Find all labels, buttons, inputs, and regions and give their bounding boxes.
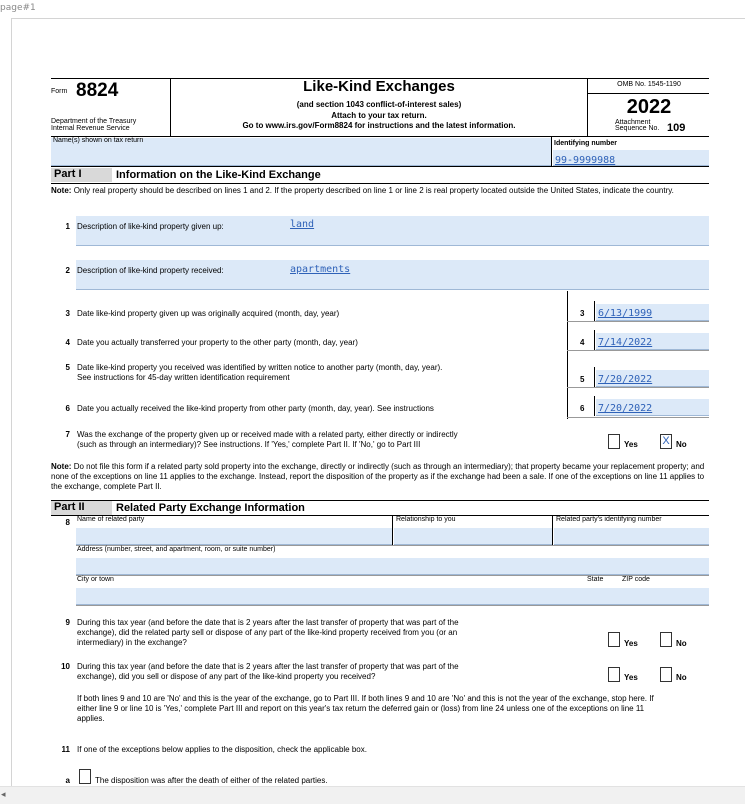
line11a-letter: a [65,776,70,785]
line3-value: 6/13/1999 [598,308,653,319]
line5-box-divider [594,367,595,387]
line5-box-number: 5 [580,375,585,384]
name-label: Name(s) shown on tax return [53,137,144,144]
line4-rule [567,350,709,351]
line2-value: apartments [290,264,351,275]
line9-label-2: exchange), did the related party sell or dispose of any part of the like-kind property received from you (or an [77,628,458,637]
horizontal-scrollbar[interactable] [0,786,745,804]
part1-note [51,186,706,196]
line8-number: 8 [65,518,70,527]
header-divider-left [170,78,171,136]
lines-3-6-divider [567,291,568,419]
line10-no-checkbox[interactable] [660,667,672,682]
relationship-field[interactable] [394,528,552,545]
tax-year: 2022 [626,96,672,118]
line9-no-label: No [676,639,687,648]
form-page [11,18,745,804]
attach-note: Attach to your tax return. [331,111,427,120]
address-label: Address (number, street, and apartment, room, or suite number) [77,546,276,553]
irs-name: Internal Revenue Service [51,125,130,132]
form-title: Like-Kind Exchanges [303,78,455,95]
line4-value: 7/14/2022 [598,337,653,348]
line6-value: 7/20/2022 [598,403,653,414]
city-label: City or town [77,576,114,583]
part1-note-2 [51,462,706,492]
line4-box-divider [594,330,595,350]
line1-label: Description of like-kind property given up: [77,222,224,231]
header-divider-right [587,78,588,136]
line10-number: 10 [61,662,70,671]
line4-number: 4 [65,338,70,347]
line5-value: 7/20/2022 [598,374,653,385]
zip-label: ZIP code [622,576,650,583]
line8-divider-2 [552,515,553,546]
omb-rule [587,93,709,94]
id-divider [551,136,552,167]
part1-note2-text: Do not file this form if a related party sold property into the exchange, directly or indirectly (such as through an intermediary); that property became your replacement property; and none of the exceptions on line 11 applies to the exchange. Instead, report the disposition of the property as if the exchange had been a sale. If one of the exceptions on line 11 applies to the exchange, complete Part II. [51,462,705,491]
line8-rule-3 [76,605,709,606]
line7-no-checkbox[interactable]: X [660,434,672,449]
part1-title: Information on the Like-Kind Exchange [116,169,321,181]
form-label: Form [51,88,68,95]
line9-yes-label: Yes [624,639,638,648]
city-state-zip-field[interactable] [76,588,709,605]
line9-no-checkbox[interactable] [660,632,672,647]
form-subtitle: (and section 1043 conflict-of-interest sales) [296,100,462,109]
line10-no-label: No [676,673,687,682]
page-label: page#1 [0,3,36,13]
department: Department of the Treasury [51,118,137,125]
line5-rule [567,387,709,388]
line5-number: 5 [65,363,70,372]
line6-label: Date you actually received the like-kind property from other party (month, day, year). See instructions [77,404,434,413]
line3-number: 3 [65,309,70,318]
identifying-number-value: 99-9999988 [555,155,616,166]
sequence-number: 109 [667,122,686,134]
identifying-number-label: Identifying number [554,140,617,147]
part1-note2-label: Note: [51,462,72,471]
line3-box-number: 3 [580,309,585,318]
line6-box-number: 6 [580,404,585,413]
part1-rule [51,183,709,184]
line10-label-1: During this tax year (and before the date that is 2 years after the last transfer of property that was part of the [77,662,459,671]
line6-box-divider [594,396,595,416]
address-field[interactable] [76,558,709,575]
line7-label-2: (such as through an intermediary)? See instructions. If 'Yes,' complete Part II. If 'No,' go to Part III [77,440,421,449]
line1-value: land [290,219,315,230]
id-bottom-rule [51,166,709,167]
related-id-label: Related party's identifying number [556,516,662,523]
line4-label: Date you actually transferred your property to the other party (month, day, year) [77,338,358,347]
line11-label: If one of the exceptions below applies to the disposition, check the applicable box. [77,745,367,754]
state-label: State [587,576,604,583]
line7-no-label: No [676,440,687,449]
part2-title: Related Party Exchange Information [116,502,305,514]
part2-top-rule [51,500,709,501]
line10-yes-checkbox[interactable] [608,667,620,682]
line3-box-divider [594,301,595,321]
relationship-label: Relationship to you [396,516,456,523]
line4-box-number: 4 [580,338,585,347]
line8-divider-1 [392,515,393,546]
line9-yes-checkbox[interactable] [608,632,620,647]
line9-label-1: During this tax year (and before the date that is 2 years after the last transfer of property that was part of the [77,618,459,627]
line7-yes-label: Yes [624,440,638,449]
line7-label: Was the exchange of the property given up or received made with a related party, either directly or indirectly [77,430,458,439]
part1-badge: Part I [51,168,112,182]
line7-number: 7 [65,430,70,439]
line7-yes-checkbox[interactable] [608,434,620,449]
line6-number: 6 [65,404,70,413]
part2-badge: Part II [51,501,112,515]
sequence-label: Sequence No. [615,125,660,132]
line10-yes-label: Yes [624,673,638,682]
line11a-checkbox[interactable] [79,769,91,784]
related-party-name-label: Name of related party [77,516,145,523]
scroll-left-icon[interactable]: ◂ [1,789,6,799]
line9-label-3: intermediary) in the exchange? [77,638,187,647]
line10-label-2: exchange), did you sell or dispose of any part of the like-kind property you received? [77,672,376,681]
line3-label: Date like-kind property given up was originally acquired (month, day, year) [77,309,340,318]
line9-number: 9 [65,618,70,627]
line6-rule [567,417,709,418]
line2-number: 2 [65,266,70,275]
line3-rule [567,321,709,322]
line8-rule-2 [76,575,709,576]
line2-label: Description of like-kind property received: [77,266,224,275]
goto-note: Go to www.irs.gov/Form8824 for instructions and the latest information. [242,121,516,130]
part1-note-text: Only real property should be described on lines 1 and 2. If the property described on line 1 or line 2 is real property located outside the United States, indicate the country. [73,186,674,195]
line10-instructions: If both lines 9 and 10 are 'No' and this is the year of the exchange, go to Part III. If both lines 9 and 10 are 'No' and this is not the year of the exchange, stop here. If either line 9 or line 10 is 'Yes,' complete Part III and report on this year's tax return the deferred gain or (loss) from line 24 unless one of the exceptions on line 11 applies. [77,694,654,723]
related-party-name-field[interactable] [76,528,392,545]
related-id-field[interactable] [554,528,709,545]
line5-label: Date like-kind property you received was identified by written notice to another party (month, day, year). [77,363,443,372]
part1-note-label: Note: [51,186,72,195]
header-bottom-rule [51,136,709,137]
line5-label-2: See instructions for 45-day written identification requirement [77,373,290,382]
omb-number: OMB No. 1545-1190 [617,81,681,88]
form-number: 8824 [76,80,119,101]
line11a-label: The disposition was after the death of either of the related parties. [95,776,328,785]
attachment-label: Attachment [615,119,651,126]
line11-number: 11 [61,745,70,754]
line1-number: 1 [65,222,70,231]
